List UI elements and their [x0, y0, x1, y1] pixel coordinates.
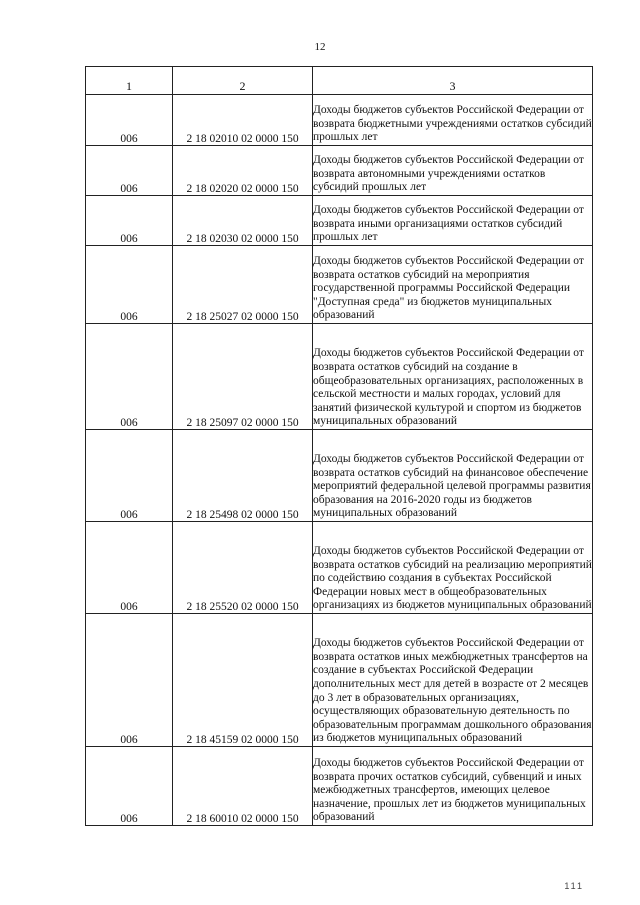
description-cell: Доходы бюджетов субъектов Российской Федерации от возврата бюджетными учреждениями остатков субсидий прошлых лет: [313, 95, 593, 146]
budget-code-cell: 2 18 60010 02 0000 150: [173, 747, 313, 826]
footer-mark: 111: [564, 881, 584, 891]
description-cell: Доходы бюджетов субъектов Российской Федерации от возврата остатков субсидий на создание в общеобразовательных организациях, расположенных в сельской местности и малых городах, условий для занятий физической культурой и спортом из бюджетов муниципальных образований: [313, 324, 593, 430]
table-row: [86, 522, 593, 614]
admin-code-cell: 006: [86, 430, 173, 522]
table-row: [86, 614, 593, 747]
table-row: [86, 196, 593, 246]
budget-code-cell: 2 18 02020 02 0000 150: [173, 146, 313, 196]
description-cell: Доходы бюджетов субъектов Российской Федерации от возврата прочих остатков субсидий, субвенций и иных межбюджетных трансфертов, имеющих целевое назначение, прошлых лет из бюджетов муниципальных образований: [313, 747, 593, 826]
header-col-2: 2: [173, 67, 313, 95]
budget-code-cell: 2 18 02010 02 0000 150: [173, 95, 313, 146]
admin-code-cell: 006: [86, 747, 173, 826]
admin-code-cell: 006: [86, 522, 173, 614]
admin-code-cell: 006: [86, 196, 173, 246]
description-cell: Доходы бюджетов субъектов Российской Федерации от возврата автономными учреждениями остатков субсидий прошлых лет: [313, 146, 593, 196]
table-row: [86, 747, 593, 826]
budget-code-cell: 2 18 25520 02 0000 150: [173, 522, 313, 614]
budget-code-cell: 2 18 25097 02 0000 150: [173, 324, 313, 430]
budget-code-cell: 2 18 25498 02 0000 150: [173, 430, 313, 522]
table-row: [86, 146, 593, 196]
description-cell: Доходы бюджетов субъектов Российской Федерации от возврата остатков субсидий на финансовое обеспечение мероприятий федеральной целевой программы развития образования на 2016-2020 годы из бюджетов муниципальных образований: [313, 430, 593, 522]
description-cell: Доходы бюджетов субъектов Российской Федерации от возврата остатков субсидий на мероприятия государственной программы Российской Федерации "Доступная среда" из бюджетов муниципальных образований: [313, 246, 593, 324]
table-row: [86, 95, 593, 146]
description-cell: Доходы бюджетов субъектов Российской Федерации от возврата иными организациями остатков субсидий прошлых лет: [313, 196, 593, 246]
admin-code-cell: 006: [86, 246, 173, 324]
admin-code-cell: 006: [86, 324, 173, 430]
admin-code-cell: 006: [86, 95, 173, 146]
admin-code-cell: 006: [86, 614, 173, 747]
budget-code-cell: 2 18 02030 02 0000 150: [173, 196, 313, 246]
revenue-codes-table: [85, 66, 593, 826]
page-number: 12: [314, 41, 326, 53]
header-col-3: 3: [313, 67, 593, 95]
header-col-1: 1: [86, 67, 173, 95]
budget-code-cell: 2 18 45159 02 0000 150: [173, 614, 313, 747]
table-row: [86, 246, 593, 324]
admin-code-cell: 006: [86, 146, 173, 196]
table-header-row: [86, 67, 593, 95]
description-cell: Доходы бюджетов субъектов Российской Федерации от возврата остатков иных межбюджетных трансфертов на создание в субъектах Российской Федерации дополнительных мест для детей в возрасте от 2 месяцев до 3 лет в образовательных организациях, осуществляющих образовательную деятельность по образовательным программам дошкольного образования из бюджетов муниципальных образований: [313, 614, 593, 747]
table-row: [86, 324, 593, 430]
table-row: [86, 430, 593, 522]
description-cell: Доходы бюджетов субъектов Российской Федерации от возврата остатков субсидий на реализацию мероприятий по содействию создания в субъектах Российской Федерации новых мест в общеобразовательных организациях из бюджетов муниципальных образований: [313, 522, 593, 614]
budget-code-cell: 2 18 25027 02 0000 150: [173, 246, 313, 324]
